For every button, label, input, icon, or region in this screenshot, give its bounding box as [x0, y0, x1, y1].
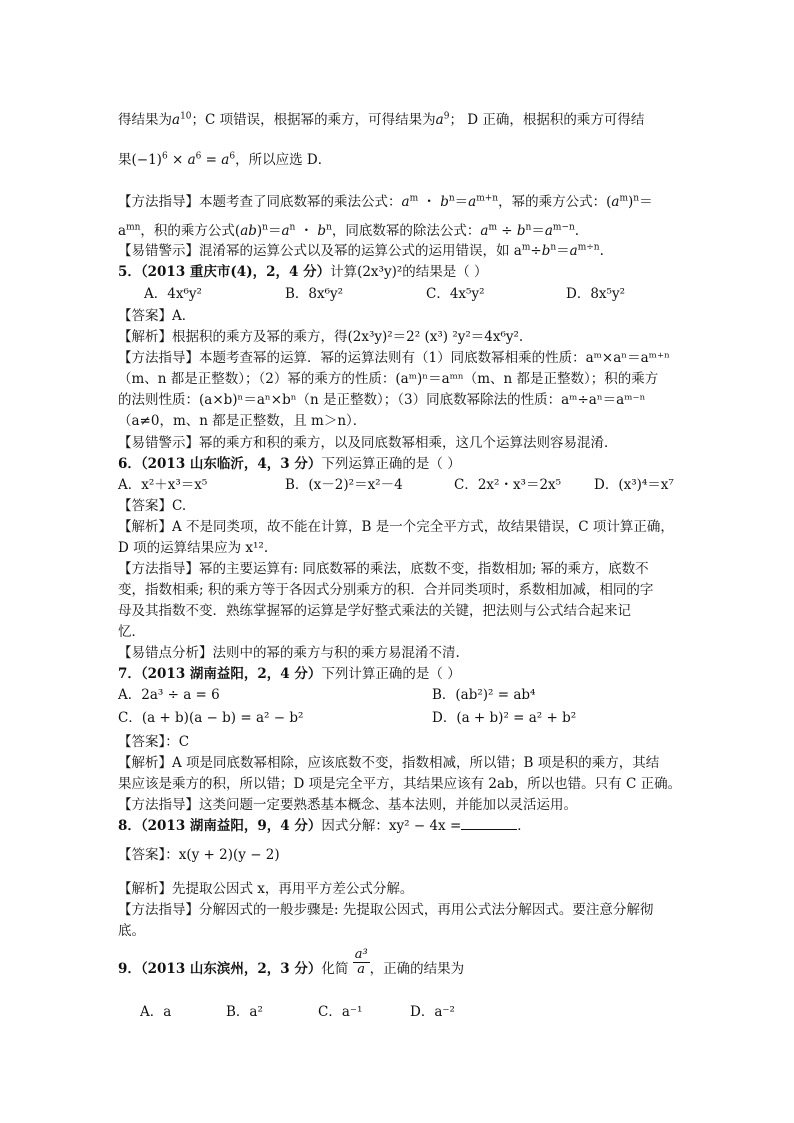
text-line: 【方法指导】分解因式的一般步骤是: 先提取公因式，再用公式法分解因式。要注意分解彻: [118, 902, 654, 918]
option-b: B．8x⁶y²: [285, 286, 344, 302]
text-line: 【方法指导】这类问题一定要熟悉基本概念、基本法则，并能加以灵活运用。: [118, 797, 577, 813]
question-5-header: 5．（2013 重庆市(4)，2，4 分）计算(2x³y)²的结果是（ ）: [118, 264, 488, 280]
option-a: A．2a³ ÷ a = 6: [118, 687, 220, 703]
text-line: 【易错警示】混淆幂的运算公式以及幂的运算公式的运用错误，如 $a^m\div b^n=a^{m\div n}$.: [118, 242, 604, 259]
option-b: B．a²: [226, 1004, 263, 1020]
option-b: B．(ab²)² = ab⁴: [432, 687, 536, 703]
text-line: 【解析】A 不是同类项，故不能在计算，B 是一个完全平方式，故结果错误，C 项计算正确，: [118, 519, 674, 535]
question-8-header: 8．（2013 湖南益阳，9，4 分）因式分解：xy² − 4x = ．: [118, 818, 531, 834]
text-line: 【答案】C.: [118, 498, 187, 514]
text-line: 的法则性质：(a×b)ⁿ＝aⁿ×bⁿ（n 是正整数）；（3）同底数幂除法的性质：aᵐ÷aⁿ＝aᵐ⁻ⁿ: [118, 392, 646, 408]
text-line: 【解析】先提取公因式 x，再用平方差公式分解。: [118, 881, 414, 897]
text-line: 【方法指导】本题考查了同底数幂的乘法公式：$a^m$ ・ $b^n=a^{m+n}$，幂的乘方公式：$(a^m)^n=$: [118, 193, 653, 210]
text-line: 【方法指导】本题考查幂的运算．幂的运算法则有（1）同底数幂相乘的性质：aᵐ×aⁿ＝aᵐ⁺ⁿ: [118, 350, 670, 366]
option-d: D．(x³)⁴＝x⁷: [594, 477, 674, 493]
text-line: 【答案】：x(y + 2)(y − 2): [118, 847, 280, 863]
option-c: C．a⁻¹: [318, 1004, 363, 1020]
question-9-header: 9．（2013 山东滨州，2，3 分）化简 $\frac{\text{a³}}{a}$ ，正确的结果为: [118, 947, 465, 977]
text-line: 【答案】：C: [118, 734, 190, 750]
text-line: 【解析】根据积的乘方及幂的乘方，得(2x³y)²＝2² (x³) ²y²＝4x⁶y².: [118, 329, 524, 345]
option-d: D．(a + b)² = a² + b²: [432, 710, 577, 726]
text-line: 【易错警示】幂的乘方和积的乘方，以及同底数幂相乘，这几个运算法则容易混淆．: [118, 435, 618, 451]
text-line: 【答案】A．: [118, 308, 196, 324]
text-line: D 项的运算结果应为 x¹².: [118, 540, 269, 556]
option-d: D．a⁻²: [410, 1004, 455, 1020]
text-line: 【方法指导】幂的主要运算有: 同底数幂的乘法，底数不变，指数相加; 幂的乘方，底数不: [118, 561, 649, 577]
question-7-header: 7．（2013 湖南益阳，2，4 分）下列计算正确的是（ ）: [118, 666, 461, 682]
text-line: 果应该是乘方的积，所以错；D 项是完全平方，其结果应该有 2ab，所以也错。只有 C 正确。: [118, 776, 682, 792]
question-6-header: 6．（2013 山东临沂，4，3 分）下列运算正确的是（ ）: [118, 456, 461, 472]
text-line: 【易错点分析】法则中的幂的乘方与积的乘方易混淆不清.: [118, 645, 460, 661]
text-line: 变，指数相乘; 积的乘方等于各因式分别乘方的积．合并同类项时，系数相加减，相同的字: [118, 582, 654, 598]
text-line: 母及其指数不变．熟练掌握幂的运算是学好整式乘法的关键，把法则与公式结合起来记: [118, 603, 631, 619]
option-c: C．(a + b)(a − b) = a² − b²: [118, 710, 304, 726]
fraction: $\frac{\text{a³}}{a}$: [354, 947, 368, 977]
text-line: 得结果为$a^{10}$；C 项错误，根据幂的乘方，可得结果为$a^9$； D 正确，根据积的乘方可得结: [118, 111, 645, 128]
text-line: （m、n 都是正整数）；（2）幂的乘方的性质：(aᵐ)ⁿ＝aᵐⁿ（m、n 都是正整数）；积的乘方: [118, 371, 659, 387]
text-line: 【解析】A 项是同底数幂相除，应该底数不变，指数相减，所以错；B 项是积的乘方，其结: [118, 755, 660, 771]
text-line: $a^{mn}$，积的乘方公式$(ab)^n=a^n$ ・ $b^n$，同底数幂的除法公式：$a^m \div b^n=a^{m-n}$.: [118, 222, 580, 239]
option-a: A．a: [140, 1004, 172, 1020]
option-a: A．x²＋x³＝x⁵: [118, 477, 208, 493]
option-a: A．4x⁶y²: [144, 286, 202, 302]
text-line: （a≠0，m、n 都是正整数，且 m＞n）．: [118, 413, 367, 429]
option-c: C．4x⁵y²: [426, 286, 485, 302]
option-d: D．8x⁵y²: [566, 286, 625, 302]
text-line: 忆．: [118, 624, 145, 640]
answer-blank: [461, 817, 517, 830]
option-c: C．2x²・x³＝2x⁵: [454, 477, 562, 493]
option-b: B．(x－2)²＝x²－4: [285, 477, 403, 493]
text-line: 果$(-1)^6 \times a^6 = a^6$，所以应选 D．: [118, 151, 332, 168]
text-line: 底。: [118, 923, 145, 939]
